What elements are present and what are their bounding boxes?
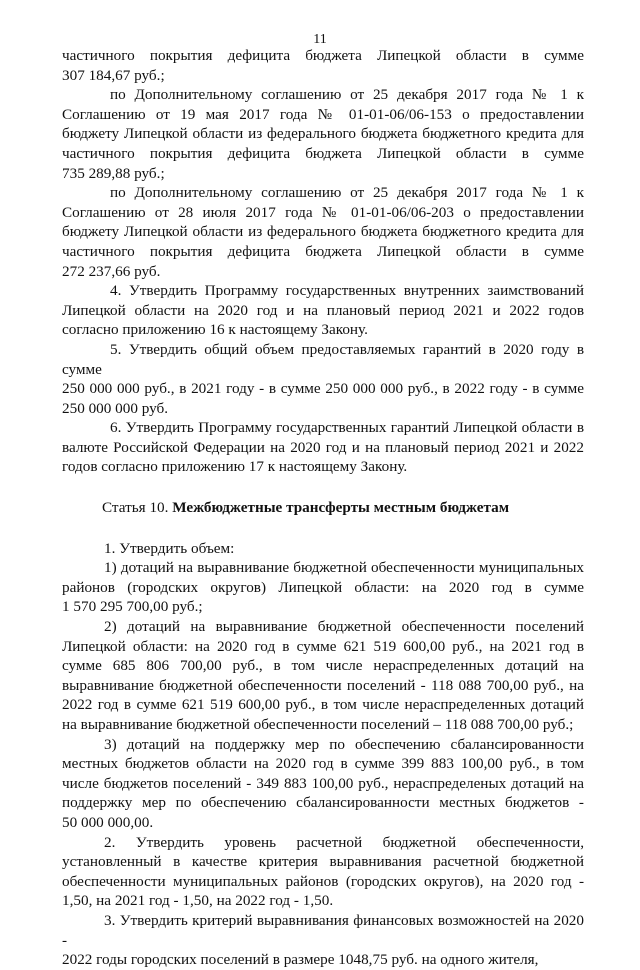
- paragraph: [62, 735, 584, 833]
- text-line: 1. Утвердить объем:: [104, 539, 235, 557]
- page-number: 11: [313, 32, 327, 47]
- bottom-section: [62, 539, 584, 970]
- text-line: частичного покрытия дефицита бюджета Липецкой области в сумме: [62, 47, 584, 64]
- text-line: 3. Утвердить критерий выравнивания финансовых возможностей на 2020 -: [62, 911, 584, 949]
- text-line: Соглашению от 19 мая 2017 года № 01-01-06/06-153 о предоставлении: [62, 105, 584, 123]
- text-line: 1 570 295 700,00 руб.;: [62, 598, 203, 616]
- paragraph: [62, 418, 584, 477]
- text-line: 1,50, на 2021 год - 1,50, на 2022 год - 1,50.: [62, 892, 334, 910]
- text-line: обеспеченности муниципальных районов (городских округов), на 2020 год -: [62, 872, 584, 890]
- paragraph: [62, 46, 584, 85]
- text-line: установленный в качестве критерия выравнивания расчетной бюджетной: [62, 853, 584, 871]
- text-line: 307 184,67 руб.;: [62, 66, 165, 84]
- text-line: Соглашению от 28 июля 2017 года № 01-01-06/06-203 о предоставлении: [62, 203, 584, 221]
- text-line: 4. Утвердить Программу государственных внутренних заимствований: [110, 282, 584, 300]
- paragraph: [62, 617, 584, 735]
- paragraph: [62, 85, 584, 183]
- text-line: на выравнивание бюджетной обеспеченности поселений – 118 088 700,00 руб.;: [62, 716, 574, 733]
- article-prefix: Статья 10.: [102, 499, 169, 517]
- article-title: Межбюджетные трансферты местным бюджетам: [172, 499, 510, 517]
- paragraph: [62, 911, 584, 970]
- text-line: валюте Российской Федерации на 2020 год и на плановый период 2021 и 2022: [62, 438, 584, 456]
- text-line: по Дополнительному соглашению от 25 декабря 2017 года № 1 к: [110, 184, 584, 202]
- text-line: сумме 685 806 700,00 руб., в том числе нераспределенных дотаций на: [62, 657, 584, 675]
- text-line: 2) дотаций на выравнивание бюджетной обеспеченности поселений: [104, 618, 584, 636]
- document-body: [62, 46, 584, 970]
- text-line: 2022 год в сумме 621 519 600,00 руб., в том числе нераспределенных дотаций: [62, 696, 584, 714]
- text-line: выравнивание бюджетной обеспеченности поселений - 118 088 700,00 руб., на: [62, 676, 584, 694]
- paragraph: [62, 539, 584, 559]
- text-line: Липецкой области на 2020 год и на плановый период 2021 и 2022 годов: [62, 301, 584, 319]
- text-line: 250 000 000 руб., в 2021 году - в сумме 250 000 000 руб., в 2022 году - в сумме: [62, 380, 584, 398]
- paragraph: [62, 340, 584, 418]
- top-section: [62, 46, 584, 477]
- text-line: 735 289,88 руб.;: [62, 164, 165, 182]
- text-line: 6. Утвердить Программу государственных гарантий Липецкой области в: [110, 419, 584, 437]
- text-line: бюджету Липецкой области из федерального бюджета бюджетного кредита для: [62, 125, 584, 143]
- paragraph: [62, 183, 584, 281]
- article-heading: [62, 498, 584, 518]
- text-line: по Дополнительному соглашению от 25 декабря 2017 года № 1 к: [110, 86, 584, 104]
- text-line: 3) дотаций на поддержку мер по обеспечению сбалансированности: [104, 735, 584, 753]
- text-line: 1) дотаций на выравнивание бюджетной обеспеченности муниципальных: [104, 559, 584, 577]
- text-line: согласно приложению 16 к настоящему Закону.: [62, 321, 368, 339]
- text-line: 250 000 000 руб.: [62, 399, 169, 417]
- paragraph: [62, 558, 584, 617]
- paragraph: [62, 281, 584, 340]
- text-line: 50 000 000,00.: [62, 813, 154, 831]
- text-line: числе бюджетов поселений - 349 883 100,00 руб., нераспределеных дотаций на: [62, 774, 584, 792]
- text-line: бюджету Липецкой области из федерального бюджета бюджетного кредита для: [62, 223, 584, 241]
- text-line: 2022 годы городских поселений в размере 1048,75 руб. на одного жителя,: [62, 951, 539, 969]
- text-line: районов (городских округов) Липецкой области: на 2020 год в сумме: [62, 578, 584, 596]
- text-line: Липецкой области: на 2020 год в сумме 621 519 600,00 руб., на 2021 год в: [62, 637, 584, 655]
- text-line: частичного покрытия дефицита бюджета Липецкой области в сумме: [62, 242, 584, 260]
- paragraph: [62, 833, 584, 911]
- text-line: частичного покрытия дефицита бюджета Липецкой области в сумме: [62, 144, 584, 162]
- text-line: 2. Утвердить уровень расчетной бюджетной обеспеченности,: [104, 833, 584, 851]
- text-line: 272 237,66 руб.: [62, 262, 161, 280]
- text-line: местных бюджетов области на 2020 год в сумме 399 883 100,00 руб., в том: [62, 755, 584, 773]
- text-line: поддержку мер по обеспечению сбалансированности местных бюджетов -: [62, 794, 584, 812]
- text-line: годов согласно приложению 17 к настоящему Закону.: [62, 458, 408, 476]
- text-line: 5. Утвердить общий объем предоставляемых гарантий в 2020 году в сумме: [62, 340, 584, 378]
